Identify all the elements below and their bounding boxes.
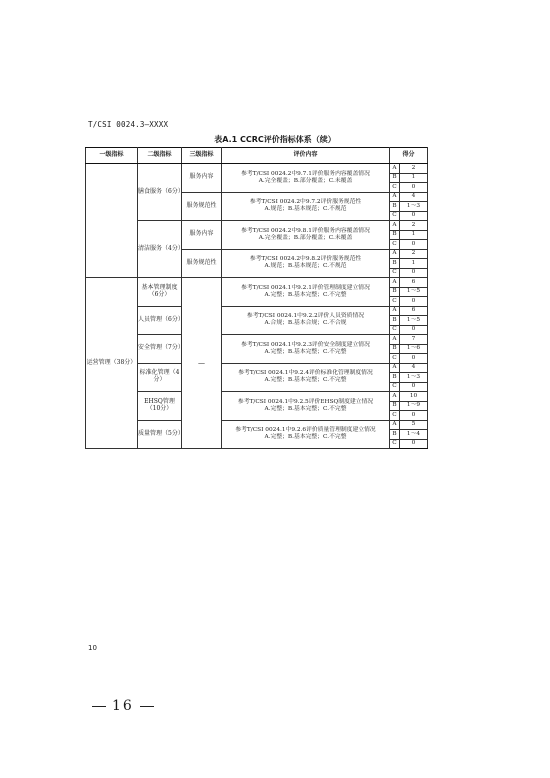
content-cell — [222, 278, 390, 307]
level2-cell: EHSQ管理（10分） — [138, 392, 182, 421]
score-grade: C — [390, 354, 400, 364]
score-value: 1～3 — [400, 202, 428, 212]
score-grade: A — [390, 221, 400, 231]
content-line: A.完全覆盖；B.部分覆盖；C.未覆盖 — [258, 177, 353, 184]
score-value: 0 — [400, 211, 428, 221]
score-grade: B — [390, 259, 400, 269]
score-grade: B — [390, 401, 400, 411]
table-header-row — [86, 148, 428, 164]
content-line: 参考T/CSI 0024.2中9.7.2评价服务规范性 — [249, 199, 362, 206]
content-line: A.完整；B.基本完整；C.不完整 — [264, 405, 347, 412]
content-line: 参考T/CSI 0024.2中9.8.1评价服务内容覆盖情况 — [241, 227, 370, 234]
col-header-content: 评价内容 — [222, 148, 390, 164]
content-line: A.完整；B.基本完整；C.不完整 — [264, 348, 347, 355]
content-line: 参考T/CSI 0024.1中9.2.5评价EHSQ制度建立情况 — [237, 398, 374, 405]
table-row — [86, 392, 428, 402]
level2-cell: 安全管理（7分） — [138, 335, 182, 364]
score-value: 1～4 — [400, 430, 428, 440]
standard-code: T/CSI 0024.3—XXXX — [88, 120, 169, 129]
level1-cell: 运营管理（38分） — [86, 278, 138, 449]
score-value: 1～5 — [400, 316, 428, 326]
score-value: 0 — [400, 325, 428, 335]
score-value: 0 — [400, 268, 428, 278]
score-grade: A — [390, 335, 400, 345]
content-line: 参考T/CSI 0024.2中9.7.1评价服务内容覆盖情况 — [241, 170, 370, 177]
score-grade: C — [390, 240, 400, 250]
score-value: 1 — [400, 259, 428, 269]
level3-dash-cell: — — [182, 278, 222, 449]
table-title: 表A.1 CCRC评价指标体系（续） — [214, 135, 336, 144]
score-grade: A — [390, 278, 400, 288]
col-header-level1: 一级指标 — [86, 148, 138, 164]
score-grade: A — [390, 306, 400, 316]
content-cell — [222, 192, 390, 221]
score-value: 2 — [400, 221, 428, 231]
score-grade: B — [390, 373, 400, 383]
score-grade: A — [390, 192, 400, 202]
content-line: 参考T/CSI 0024.1中9.2.3评价安全制度建立情况 — [241, 341, 370, 348]
content-line: A.完整；B.基本完整；C.不完整 — [264, 434, 347, 441]
score-value: 0 — [400, 183, 428, 193]
score-value: 0 — [400, 354, 428, 364]
score-value: 0 — [400, 297, 428, 307]
score-value: 0 — [400, 439, 428, 449]
level2-cell: 质量管理（5分） — [138, 420, 182, 449]
score-value: 0 — [400, 411, 428, 421]
table-row — [86, 221, 428, 231]
table-row — [86, 335, 428, 345]
score-grade: C — [390, 325, 400, 335]
content-line: 参考T/CSI 0024.1中9.2.1评价管理制度建立情况 — [241, 284, 370, 291]
score-grade: A — [390, 164, 400, 174]
folio-rule-left — [92, 706, 106, 707]
score-value: 1～6 — [400, 344, 428, 354]
score-value: 1～9 — [400, 401, 428, 411]
score-value: 6 — [400, 306, 428, 316]
content-line: A.规范；B.基本规范；C.不规范 — [264, 206, 347, 213]
score-grade: C — [390, 268, 400, 278]
score-value: 2 — [400, 249, 428, 259]
table-row — [86, 164, 428, 174]
score-grade: C — [390, 183, 400, 193]
content-cell — [222, 335, 390, 364]
score-grade: C — [390, 211, 400, 221]
score-grade: C — [390, 382, 400, 392]
content-line: A.完全覆盖；B.部分覆盖；C.未覆盖 — [258, 234, 353, 241]
score-value: 1 — [400, 230, 428, 240]
score-grade: C — [390, 411, 400, 421]
score-grade: B — [390, 316, 400, 326]
score-value: 0 — [400, 382, 428, 392]
score-grade: B — [390, 202, 400, 212]
score-value: 4 — [400, 192, 428, 202]
content-line: 参考T/CSI 0024.1中9.2.6评价质量管理制度建立情况 — [235, 427, 376, 434]
content-line: A.合规；B.基本合规；C.不合规 — [264, 320, 347, 327]
content-cell — [222, 420, 390, 449]
score-value: 5 — [400, 420, 428, 430]
level3-cell: 服务内容 — [182, 221, 222, 250]
score-value: 0 — [400, 240, 428, 250]
content-cell — [222, 363, 390, 392]
page-number: 10 — [88, 644, 97, 652]
score-value: 4 — [400, 363, 428, 373]
content-cell — [222, 306, 390, 335]
level3-cell: 服务规范性 — [182, 192, 222, 221]
col-header-score: 得分 — [390, 148, 428, 164]
content-cell — [222, 249, 390, 278]
score-value: 6 — [400, 278, 428, 288]
score-value: 10 — [400, 392, 428, 402]
content-cell — [222, 221, 390, 250]
score-grade: B — [390, 173, 400, 183]
content-line: 参考T/CSI 0024.2中9.8.2评价服务规范性 — [249, 256, 362, 263]
score-value: 2 — [400, 164, 428, 174]
content-line: 参考T/CSI 0024.1中9.2.2评价人员资质情况 — [246, 313, 365, 320]
score-grade: B — [390, 430, 400, 440]
col-header-level3: 三级指标 — [182, 148, 222, 164]
content-line: 参考T/CSI 0024.1中9.2.4评价标准化管理制度情况 — [238, 370, 373, 377]
content-line: A.完整；B.基本完整；C.不完整 — [264, 291, 347, 298]
score-grade: C — [390, 297, 400, 307]
table-body — [86, 164, 428, 449]
score-value: 1～5 — [400, 287, 428, 297]
score-grade: A — [390, 420, 400, 430]
table-row — [86, 420, 428, 430]
score-value: 1～3 — [400, 373, 428, 383]
level2-cell: 基本管理制度（6分） — [138, 278, 182, 307]
score-grade: A — [390, 249, 400, 259]
content-line: A.完整；B.基本完整；C.不完整 — [264, 377, 347, 384]
evaluation-index-table — [85, 147, 428, 449]
score-grade: A — [390, 392, 400, 402]
level2-cell: 清洁服务（4分） — [138, 221, 182, 278]
level1-cell — [86, 164, 138, 278]
content-cell — [222, 392, 390, 421]
level2-cell: 膳食服务（6分） — [138, 164, 182, 221]
content-cell — [222, 164, 390, 193]
folio — [86, 698, 160, 714]
score-grade: B — [390, 230, 400, 240]
score-grade: C — [390, 439, 400, 449]
table-row — [86, 278, 428, 288]
level3-cell: 服务规范性 — [182, 249, 222, 278]
table-row — [86, 306, 428, 316]
folio-rule-right — [140, 706, 154, 707]
table-row — [86, 363, 428, 373]
score-value: 7 — [400, 335, 428, 345]
level2-cell: 标准化管理（4分） — [138, 363, 182, 392]
score-grade: B — [390, 344, 400, 354]
folio-number: 16 — [112, 698, 134, 714]
content-line: A.规范；B.基本规范；C.不规范 — [264, 263, 347, 270]
score-grade: B — [390, 287, 400, 297]
score-grade: A — [390, 363, 400, 373]
col-header-level2: 二级指标 — [138, 148, 182, 164]
level2-cell: 人员管理（6分） — [138, 306, 182, 335]
level3-cell: 服务内容 — [182, 164, 222, 193]
score-value: 1 — [400, 173, 428, 183]
